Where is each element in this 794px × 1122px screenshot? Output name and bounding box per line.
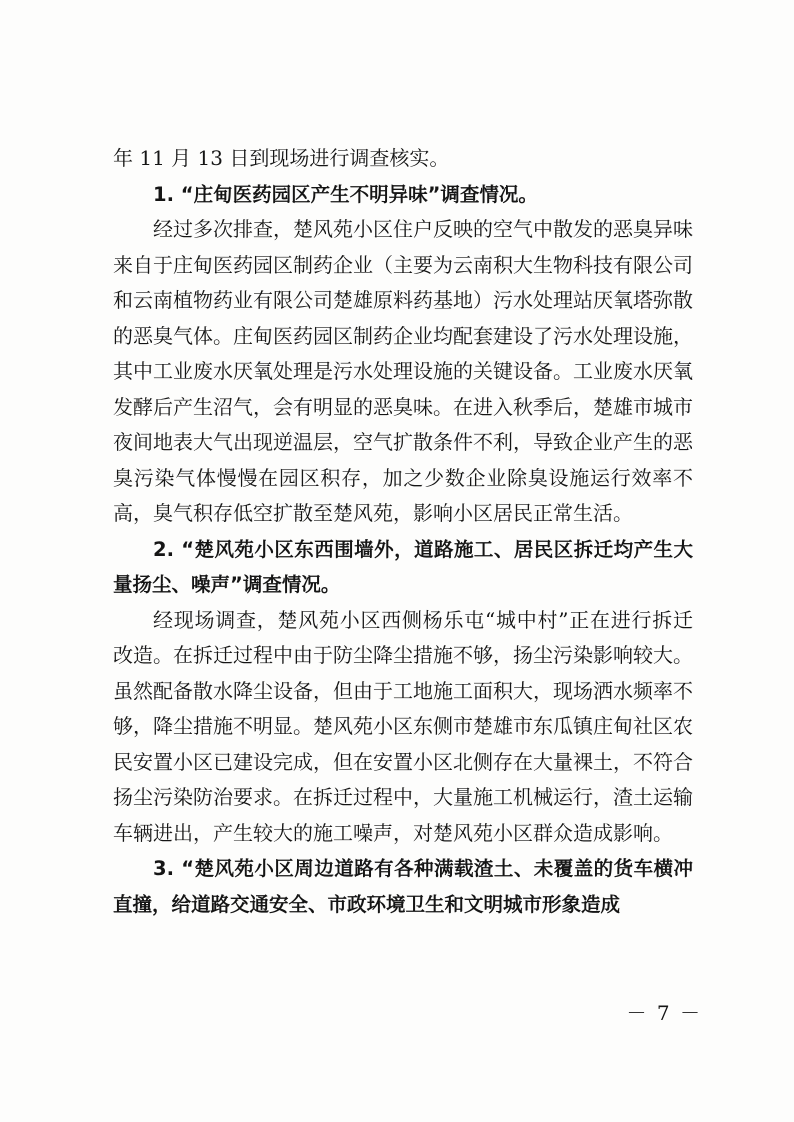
body-paragraph-1: 经过多次排查，楚风苑小区住户反映的空气中散发的恶臭异味来自于庄甸医药园区制药企业（主要为云南积大生物科技有限公司和云南植物药业有限公司楚雄原料药基地）污水处理站厌氧塔弥散的恶臭气体。庄甸医药园区制药企业均配套建设了污水处理设施，其中工业废水厌氧处理是污水处理设施的关键设备。工业废水厌氧发酵后产生沼气，会有明显的恶臭味。在进入秋季后，楚雄市城市夜间地表大气出现逆温层，空气扩散条件不利，导致企业产生的恶臭污染气体慢慢在园区积存，加之少数企业除臭设施运行效率不高，臭气积存低空扩散至楚风苑，影响小区居民正常生活。	[113, 217, 693, 525]
section-heading-2: 2. “楚风苑小区东西围墙外，道路施工、居民区拆迁均产生大量扬尘、噪声”调查情况。	[113, 537, 693, 596]
section-heading-1: 1. “庄甸医药园区产生不明异味”调查情况。	[153, 182, 538, 206]
page-number: － 7 －	[626, 1001, 702, 1025]
section-heading-3: 3. “楚风苑小区周边道路有各种满载渣土、未覆盖的货车横冲直撞，给道路交通安全、市政环境卫生和文明城市形象造成	[113, 857, 693, 916]
document-body	[113, 141, 693, 922]
body-paragraph-2: 经现场调查，楚风苑小区西侧杨乐屯“城中村”正在进行拆迁改造。在拆迁过程中由于防尘降尘措施不够，扬尘污染影响较大。虽然配备散水降尘设备，但由于工地施工面积大，现场洒水频率不够，降尘措施不明显。楚风苑小区东侧市楚雄市东瓜镇庄甸社区农民安置小区已建设完成，但在安置小区北侧存在大量裸土，不符合扬尘污染防治要求。在拆迁过程中，大量施工机械运行，渣土运输车辆进出，产生较大的施工噪声，对楚风苑小区群众造成影响。	[113, 607, 693, 845]
body-paragraph-continuation: 年 11 月 13 日到现场进行调查核实。	[113, 146, 450, 170]
